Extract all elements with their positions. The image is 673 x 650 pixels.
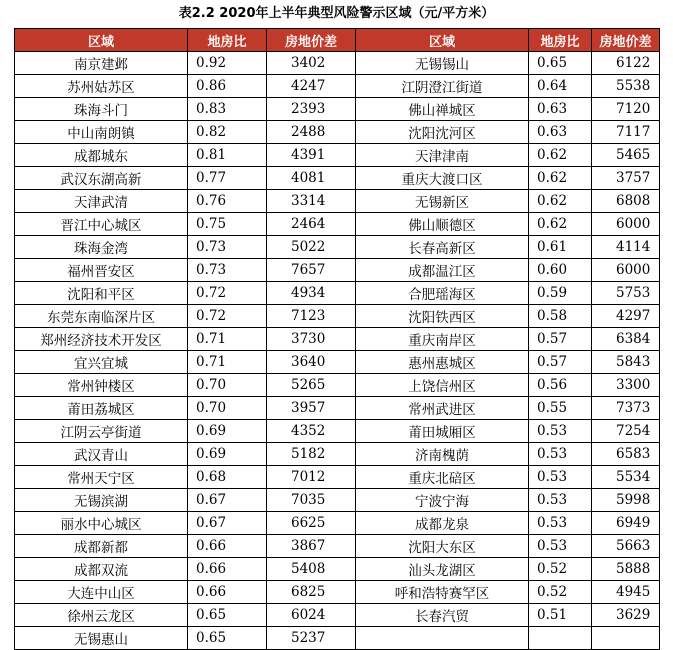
right-ratio-cell: 0.53	[529, 443, 592, 466]
table-row	[15, 167, 660, 190]
table-row	[15, 535, 660, 558]
left-price-cell: 4934	[267, 282, 356, 305]
right-ratio-cell: 0.58	[529, 305, 592, 328]
table-row	[15, 305, 660, 328]
table-row	[15, 236, 660, 259]
left-ratio-cell: 0.92	[188, 52, 267, 75]
right-ratio-cell: 0.60	[529, 259, 592, 282]
table-row	[15, 328, 660, 351]
header-ratio-left: 地房比	[188, 29, 267, 52]
right-price-cell: 7120	[592, 98, 660, 121]
right-city-cell: 重庆大渡口区	[356, 167, 529, 190]
table-row	[15, 466, 660, 489]
left-ratio-cell: 0.71	[188, 351, 267, 374]
right-price-cell: 5534	[592, 466, 660, 489]
left-city-cell: 成都城东	[15, 144, 188, 167]
right-city-cell: 莆田城厢区	[356, 420, 529, 443]
right-price-cell	[592, 627, 660, 650]
table-row	[15, 351, 660, 374]
left-ratio-cell: 0.72	[188, 305, 267, 328]
left-city-cell: 无锡惠山	[15, 627, 188, 650]
right-price-cell: 6808	[592, 190, 660, 213]
left-city-cell: 沈阳和平区	[15, 282, 188, 305]
right-city-cell: 沈阳大东区	[356, 535, 529, 558]
left-city-cell: 宜兴宜城	[15, 351, 188, 374]
left-city-cell: 武汉青山	[15, 443, 188, 466]
header-ratio-right: 地房比	[529, 29, 592, 52]
left-price-cell: 3730	[267, 328, 356, 351]
left-price-cell: 3640	[267, 351, 356, 374]
right-city-cell: 长春汽贸	[356, 604, 529, 627]
right-price-cell: 6000	[592, 213, 660, 236]
right-price-cell: 7254	[592, 420, 660, 443]
right-price-cell: 6122	[592, 52, 660, 75]
right-city-cell: 成都温江区	[356, 259, 529, 282]
right-price-cell: 5888	[592, 558, 660, 581]
left-price-cell: 6625	[267, 512, 356, 535]
right-city-cell: 江阴澄江街道	[356, 75, 529, 98]
left-price-cell: 7123	[267, 305, 356, 328]
table-row	[15, 443, 660, 466]
right-ratio-cell: 0.52	[529, 558, 592, 581]
right-ratio-cell: 0.53	[529, 489, 592, 512]
left-price-cell: 4247	[267, 75, 356, 98]
left-city-cell: 苏州姑苏区	[15, 75, 188, 98]
right-ratio-cell: 0.56	[529, 374, 592, 397]
right-ratio-cell: 0.63	[529, 98, 592, 121]
left-city-cell: 中山南朗镇	[15, 121, 188, 144]
left-price-cell: 3314	[267, 190, 356, 213]
table-row	[15, 374, 660, 397]
left-price-cell: 5408	[267, 558, 356, 581]
right-city-cell: 济南槐荫	[356, 443, 529, 466]
left-city-cell: 常州钟楼区	[15, 374, 188, 397]
right-price-cell: 5753	[592, 282, 660, 305]
left-ratio-cell: 0.75	[188, 213, 267, 236]
right-ratio-cell: 0.63	[529, 121, 592, 144]
right-price-cell: 6583	[592, 443, 660, 466]
table-row	[15, 98, 660, 121]
right-ratio-cell	[529, 627, 592, 650]
risk-region-table	[14, 28, 660, 650]
left-city-cell: 珠海金湾	[15, 236, 188, 259]
left-price-cell: 2393	[267, 98, 356, 121]
table-row	[15, 604, 660, 627]
left-ratio-cell: 0.66	[188, 558, 267, 581]
left-ratio-cell: 0.73	[188, 236, 267, 259]
left-city-cell: 大连中山区	[15, 581, 188, 604]
right-ratio-cell: 0.61	[529, 236, 592, 259]
right-price-cell: 7373	[592, 397, 660, 420]
left-price-cell: 2488	[267, 121, 356, 144]
left-price-cell: 7012	[267, 466, 356, 489]
right-ratio-cell: 0.64	[529, 75, 592, 98]
table-title: 表2.2 2020年上半年典型风险警示区域（元/平方米）	[178, 6, 495, 21]
left-ratio-cell: 0.66	[188, 535, 267, 558]
table-row	[15, 558, 660, 581]
left-city-cell: 武汉东湖高新	[15, 167, 188, 190]
header-region-right: 区域	[356, 29, 529, 52]
table-row	[15, 581, 660, 604]
left-ratio-cell: 0.70	[188, 397, 267, 420]
right-ratio-cell: 0.65	[529, 52, 592, 75]
right-ratio-cell: 0.52	[529, 581, 592, 604]
left-ratio-cell: 0.82	[188, 121, 267, 144]
right-price-cell: 5998	[592, 489, 660, 512]
left-ratio-cell: 0.71	[188, 328, 267, 351]
right-city-cell	[356, 627, 529, 650]
left-city-cell: 东莞东南临深片区	[15, 305, 188, 328]
left-ratio-cell: 0.65	[188, 627, 267, 650]
right-ratio-cell: 0.57	[529, 351, 592, 374]
left-price-cell: 3867	[267, 535, 356, 558]
right-city-cell: 成都龙泉	[356, 512, 529, 535]
left-price-cell: 3957	[267, 397, 356, 420]
right-price-cell: 7117	[592, 121, 660, 144]
left-city-cell: 莆田荔城区	[15, 397, 188, 420]
right-price-cell: 6949	[592, 512, 660, 535]
left-city-cell: 晋江中心城区	[15, 213, 188, 236]
header-row	[15, 29, 660, 52]
left-price-cell: 4391	[267, 144, 356, 167]
right-ratio-cell: 0.62	[529, 190, 592, 213]
left-city-cell: 郑州经济技术开发区	[15, 328, 188, 351]
left-price-cell: 5182	[267, 443, 356, 466]
right-price-cell: 5538	[592, 75, 660, 98]
left-ratio-cell: 0.83	[188, 98, 267, 121]
left-price-cell: 5265	[267, 374, 356, 397]
left-price-cell: 4081	[267, 167, 356, 190]
right-ratio-cell: 0.62	[529, 144, 592, 167]
left-price-cell: 5237	[267, 627, 356, 650]
left-price-cell: 6024	[267, 604, 356, 627]
right-city-cell: 宁波宁海	[356, 489, 529, 512]
left-city-cell: 天津武清	[15, 190, 188, 213]
left-city-cell: 南京建邺	[15, 52, 188, 75]
left-price-cell: 4352	[267, 420, 356, 443]
right-price-cell: 3300	[592, 374, 660, 397]
left-city-cell: 江阴云亭街道	[15, 420, 188, 443]
left-price-cell: 5022	[267, 236, 356, 259]
left-ratio-cell: 0.70	[188, 374, 267, 397]
left-ratio-cell: 0.73	[188, 259, 267, 282]
table-row	[15, 420, 660, 443]
right-city-cell: 天津津南	[356, 144, 529, 167]
right-city-cell: 沈阳沈河区	[356, 121, 529, 144]
left-ratio-cell: 0.77	[188, 167, 267, 190]
left-ratio-cell: 0.69	[188, 443, 267, 466]
left-ratio-cell: 0.76	[188, 190, 267, 213]
right-price-cell: 5465	[592, 144, 660, 167]
table-row	[15, 190, 660, 213]
left-city-cell: 无锡滨湖	[15, 489, 188, 512]
right-city-cell: 合肥瑶海区	[356, 282, 529, 305]
right-ratio-cell: 0.53	[529, 466, 592, 489]
header-region-left: 区域	[15, 29, 188, 52]
left-ratio-cell: 0.69	[188, 420, 267, 443]
right-ratio-cell: 0.51	[529, 604, 592, 627]
left-ratio-cell: 0.81	[188, 144, 267, 167]
right-price-cell: 5663	[592, 535, 660, 558]
right-price-cell: 4297	[592, 305, 660, 328]
table-row	[15, 259, 660, 282]
left-ratio-cell: 0.67	[188, 512, 267, 535]
table-row	[15, 121, 660, 144]
right-ratio-cell: 0.55	[529, 397, 592, 420]
right-price-cell: 4114	[592, 236, 660, 259]
right-city-cell: 重庆南岸区	[356, 328, 529, 351]
left-city-cell: 常州天宁区	[15, 466, 188, 489]
left-city-cell: 徐州云龙区	[15, 604, 188, 627]
left-ratio-cell: 0.67	[188, 489, 267, 512]
right-ratio-cell: 0.62	[529, 213, 592, 236]
right-ratio-cell: 0.57	[529, 328, 592, 351]
table-row	[15, 489, 660, 512]
table-row	[15, 52, 660, 75]
left-city-cell: 成都新都	[15, 535, 188, 558]
right-city-cell: 佛山顺德区	[356, 213, 529, 236]
left-price-cell: 6825	[267, 581, 356, 604]
header-price-right: 房地价差	[592, 29, 660, 52]
left-ratio-cell: 0.65	[188, 604, 267, 627]
right-city-cell: 长春高新区	[356, 236, 529, 259]
table-row	[15, 213, 660, 236]
right-city-cell: 汕头龙湖区	[356, 558, 529, 581]
table-row	[15, 397, 660, 420]
left-city-cell: 福州晋安区	[15, 259, 188, 282]
right-price-cell: 6384	[592, 328, 660, 351]
right-city-cell: 常州武进区	[356, 397, 529, 420]
right-price-cell: 4945	[592, 581, 660, 604]
right-ratio-cell: 0.53	[529, 535, 592, 558]
right-ratio-cell: 0.53	[529, 512, 592, 535]
right-price-cell: 5843	[592, 351, 660, 374]
table-row	[15, 75, 660, 98]
left-price-cell: 3402	[267, 52, 356, 75]
left-city-cell: 丽水中心城区	[15, 512, 188, 535]
right-ratio-cell: 0.53	[529, 420, 592, 443]
left-ratio-cell: 0.66	[188, 581, 267, 604]
left-city-cell: 成都双流	[15, 558, 188, 581]
right-city-cell: 惠州惠城区	[356, 351, 529, 374]
header-price-left: 房地价差	[267, 29, 356, 52]
right-price-cell: 3629	[592, 604, 660, 627]
right-city-cell: 无锡锡山	[356, 52, 529, 75]
right-city-cell: 无锡新区	[356, 190, 529, 213]
right-price-cell: 6000	[592, 259, 660, 282]
table-row	[15, 282, 660, 305]
left-price-cell: 2464	[267, 213, 356, 236]
table-row	[15, 627, 660, 650]
right-price-cell: 3757	[592, 167, 660, 190]
left-city-cell: 珠海斗门	[15, 98, 188, 121]
right-city-cell: 上饶信州区	[356, 374, 529, 397]
table-row	[15, 512, 660, 535]
left-ratio-cell: 0.68	[188, 466, 267, 489]
right-ratio-cell: 0.59	[529, 282, 592, 305]
left-ratio-cell: 0.72	[188, 282, 267, 305]
right-city-cell: 佛山禅城区	[356, 98, 529, 121]
right-city-cell: 重庆北碚区	[356, 466, 529, 489]
left-ratio-cell: 0.86	[188, 75, 267, 98]
left-price-cell: 7657	[267, 259, 356, 282]
right-city-cell: 沈阳铁西区	[356, 305, 529, 328]
right-ratio-cell: 0.62	[529, 167, 592, 190]
table-row	[15, 144, 660, 167]
right-city-cell: 呼和浩特赛罕区	[356, 581, 529, 604]
left-price-cell: 7035	[267, 489, 356, 512]
